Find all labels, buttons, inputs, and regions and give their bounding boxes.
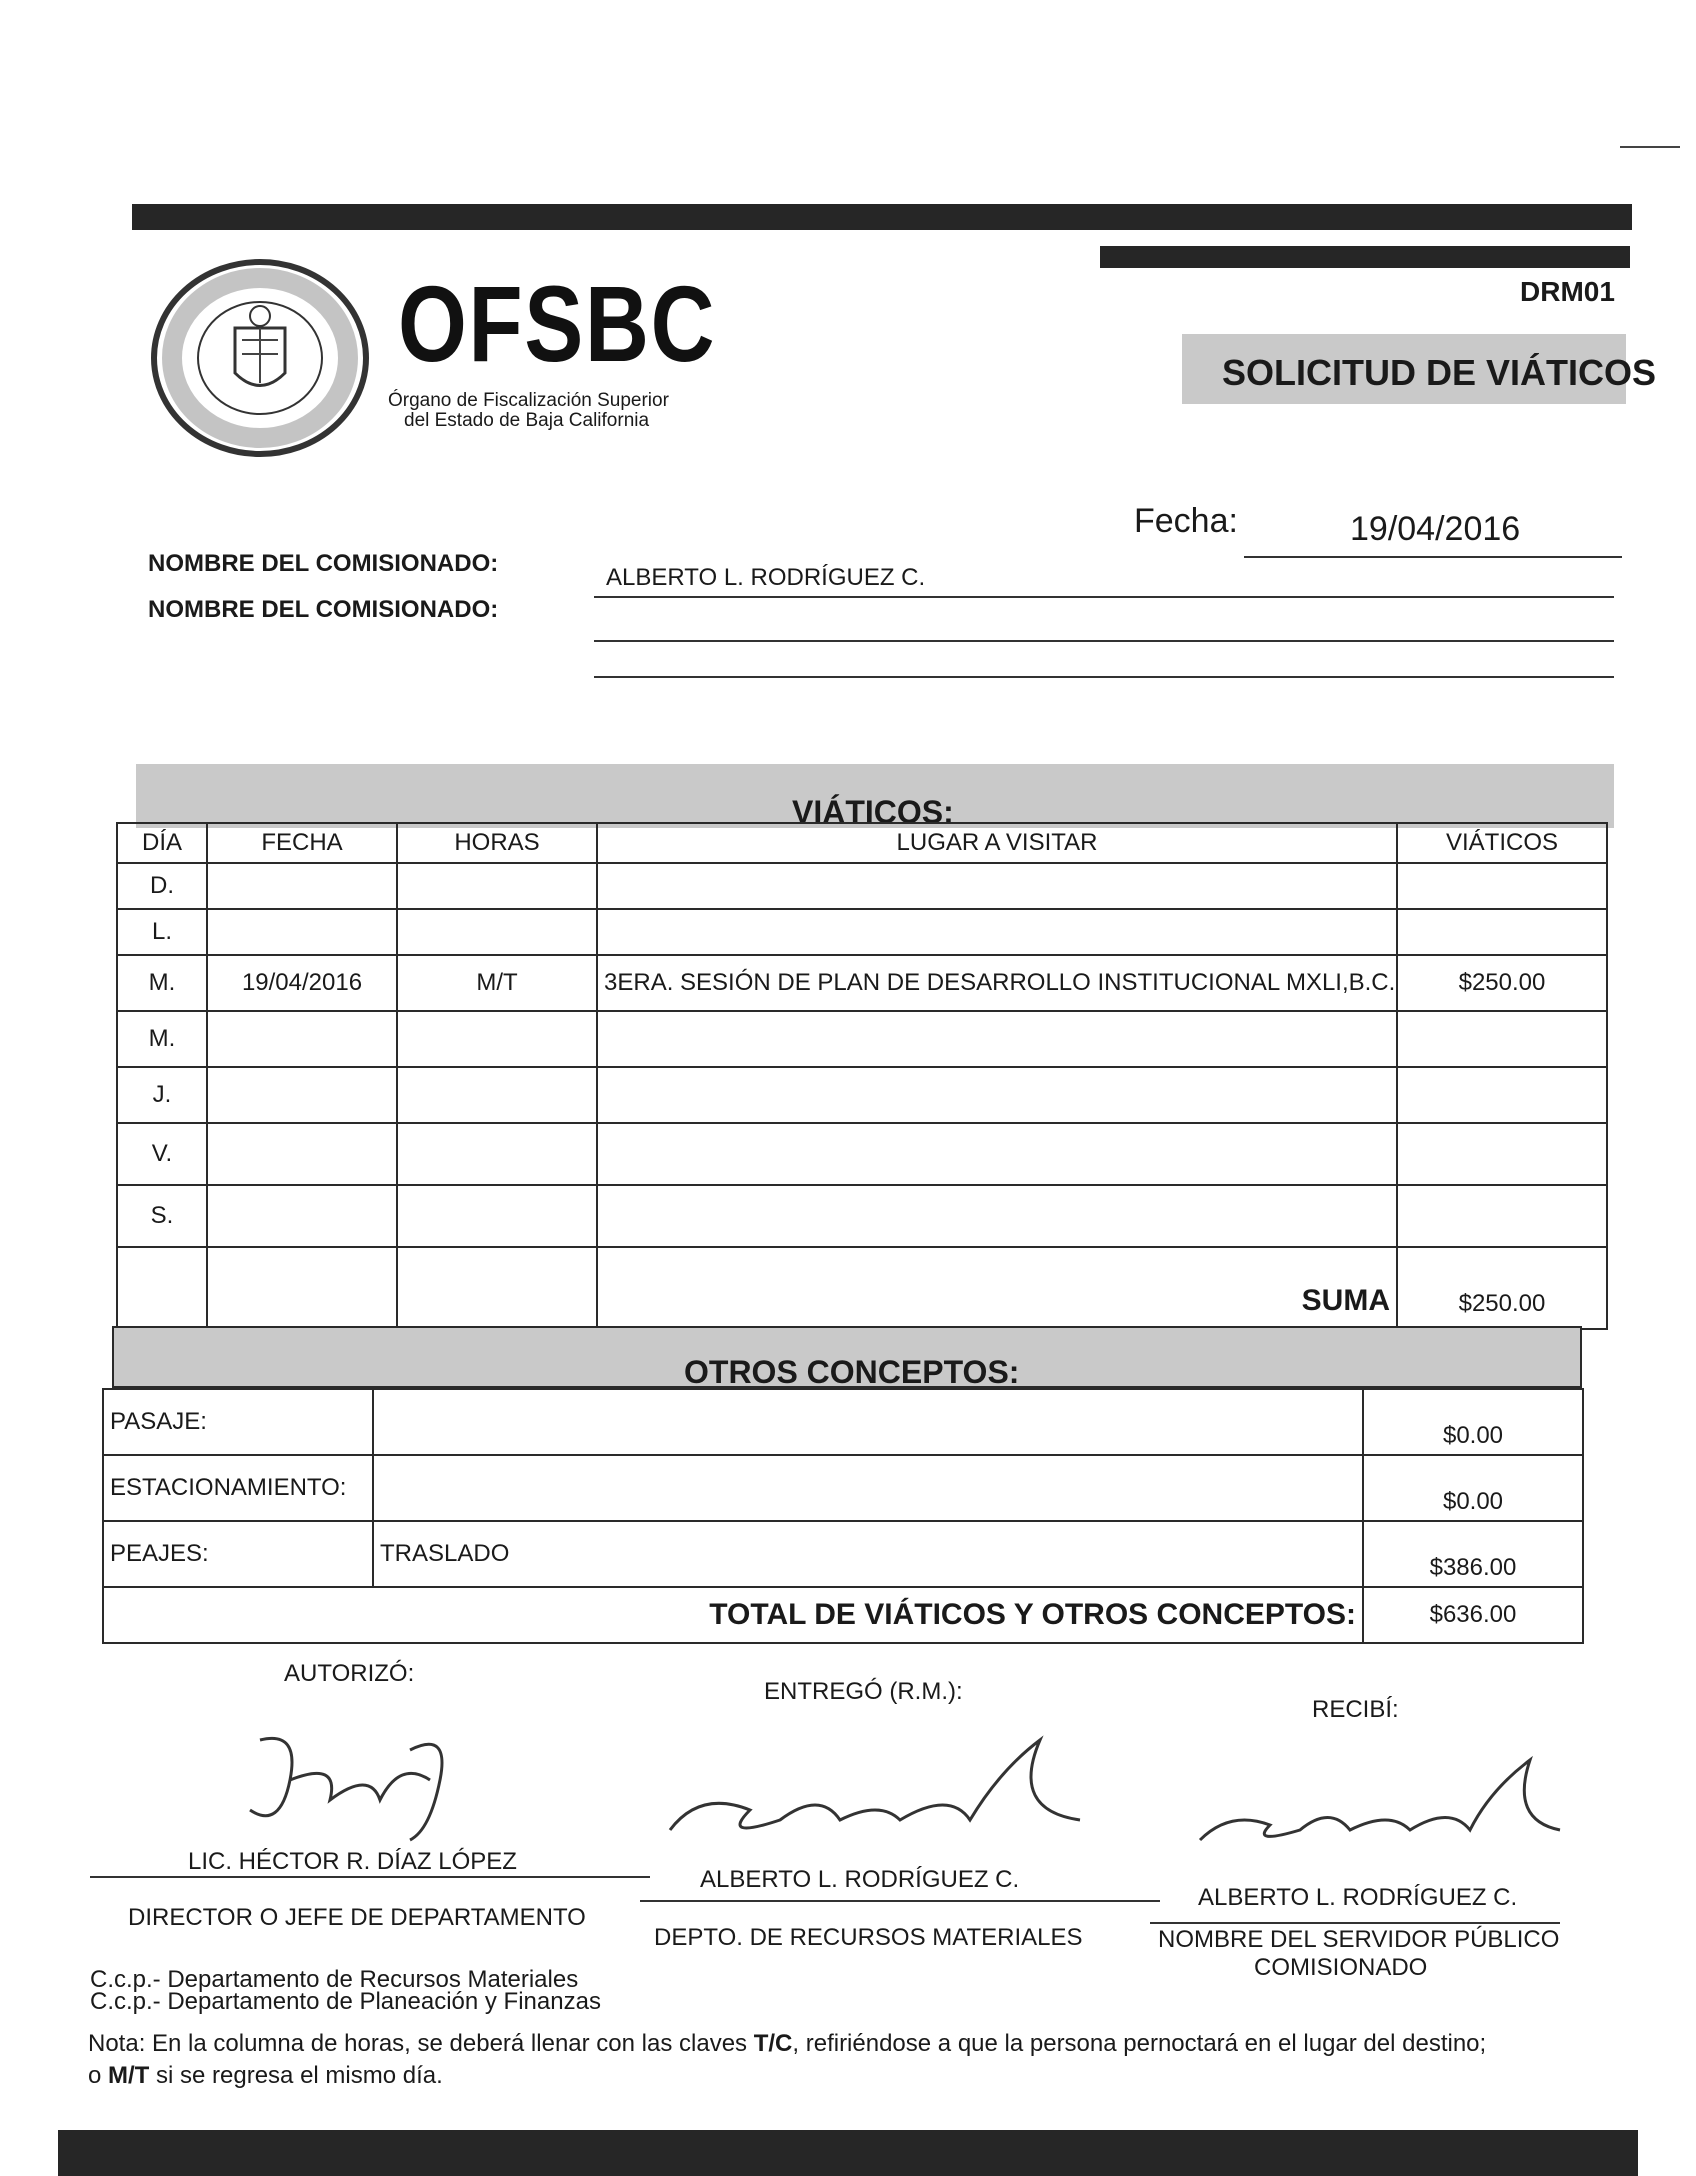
cell-horas: [397, 1123, 597, 1185]
cell-fecha: 19/04/2016: [207, 955, 397, 1011]
entrego-title: DEPTO. DE RECURSOS MATERIALES: [654, 1924, 1083, 1951]
bottom-bar: [58, 2130, 1638, 2176]
cell-monto: [1397, 1185, 1607, 1247]
table-row: [117, 1123, 1607, 1185]
otros-amount-estacionamiento: $0.00: [1363, 1455, 1583, 1521]
org-name-line1: Órgano de Fiscalización Superior: [388, 390, 669, 411]
table-row: [117, 1011, 1607, 1067]
col-lugar: LUGAR A VISITAR: [597, 823, 1397, 863]
top-bar-right: [1100, 246, 1630, 268]
cell-fecha: [207, 1185, 397, 1247]
total-label: TOTAL DE VIÁTICOS Y OTROS CONCEPTOS:: [103, 1587, 1363, 1643]
cell-monto: [1397, 909, 1607, 955]
commissioned-name-1: ALBERTO L. RODRÍGUEZ C.: [606, 564, 926, 591]
cell-horas: [397, 1067, 597, 1123]
otros-desc-estacionamiento: [373, 1455, 1363, 1521]
cell-fecha: [207, 1067, 397, 1123]
ccp-line2: C.c.p.- Departamento de Planeación y Finanzas: [90, 1988, 601, 2015]
viaticos-title: VIÁTICOS:: [792, 794, 954, 830]
suma-label: SUMA: [597, 1247, 1397, 1329]
cell-monto: [1397, 1123, 1607, 1185]
note-text-2: , refiriéndose a que la persona pernoctará en el lugar del destino;: [792, 2030, 1487, 2057]
date-value: 19/04/2016: [1350, 510, 1521, 548]
cell-fecha: [207, 909, 397, 955]
col-viaticos: VIÁTICOS: [1397, 823, 1607, 863]
date-line: [1244, 556, 1622, 558]
table-row: [117, 1185, 1607, 1247]
otros-desc-peajes: TRASLADO: [373, 1521, 1363, 1587]
table-row: [117, 909, 1607, 955]
org-acronym: OFSBC: [398, 263, 717, 384]
cell-horas: [397, 909, 597, 955]
otros-label-peajes: PEAJES:: [103, 1521, 373, 1587]
form-code: DRM01: [1520, 276, 1615, 307]
cell-horas: [397, 1011, 597, 1067]
commissioned-label-2: NOMBRE DEL COMISIONADO:: [148, 596, 499, 623]
autorizo-title: DIRECTOR O JEFE DE DEPARTAMENTO: [128, 1904, 586, 1931]
cell-monto: [1397, 863, 1607, 909]
note-code-tc: T/C: [753, 2030, 793, 2057]
entrego-signature: [660, 1730, 1100, 1860]
note-line2: [88, 2062, 443, 2090]
cell-dia: [117, 1247, 207, 1329]
recibi-name: ALBERTO L. RODRÍGUEZ C.: [1198, 1884, 1518, 1911]
cell-lugar: 3ERA. SESIÓN DE PLAN DE DESARROLLO INSTITUCIONAL MXLI,B.C.: [597, 955, 1397, 1011]
suma-value: $250.00: [1397, 1247, 1607, 1329]
note-line1: [88, 2030, 1486, 2058]
otros-label-pasaje: PASAJE:: [103, 1389, 373, 1455]
commissioned-line-1: [594, 596, 1614, 598]
table-row: [103, 1521, 1583, 1587]
otros-table: [102, 1388, 1584, 1644]
commissioned-line-2: [594, 640, 1614, 642]
otros-desc-pasaje: [373, 1389, 1363, 1455]
cell-lugar: [597, 909, 1397, 955]
note-text-4: si se regresa el mismo día.: [149, 2062, 443, 2089]
table-row: [117, 1067, 1607, 1123]
col-horas: HORAS: [397, 823, 597, 863]
table-row: [117, 1247, 1607, 1329]
cell-dia: M.: [117, 1011, 207, 1067]
cell-dia: V.: [117, 1123, 207, 1185]
total-value: $636.00: [1363, 1587, 1583, 1643]
cell-lugar: [597, 863, 1397, 909]
entrego-label: ENTREGÓ (R.M.):: [764, 1678, 963, 1705]
cell-dia: D.: [117, 863, 207, 909]
cell-dia: J.: [117, 1067, 207, 1123]
cell-monto: [1397, 1011, 1607, 1067]
note-text-3: o: [88, 2062, 109, 2089]
cell-fecha: [207, 1123, 397, 1185]
top-bar: [132, 204, 1632, 230]
cell-lugar: [597, 1067, 1397, 1123]
cell-monto: $250.00: [1397, 955, 1607, 1011]
corner-mark: [1620, 146, 1680, 148]
cell-fecha: [207, 863, 397, 909]
cell-horas: [397, 1185, 597, 1247]
cell-dia: M.: [117, 955, 207, 1011]
autorizo-name: LIC. HÉCTOR R. DÍAZ LÓPEZ: [188, 1848, 517, 1875]
cell-monto: [1397, 1067, 1607, 1123]
entrego-name: ALBERTO L. RODRÍGUEZ C.: [700, 1866, 1020, 1893]
table-row: [103, 1455, 1583, 1521]
cell-horas: [397, 1247, 597, 1329]
recibi-label: RECIBÍ:: [1312, 1696, 1399, 1723]
otros-title: OTROS CONCEPTOS:: [684, 1354, 1020, 1390]
org-name-line2: del Estado de Baja California: [404, 410, 650, 431]
seal-logo: [150, 258, 370, 458]
cell-fecha: [207, 1247, 397, 1329]
col-dia: DÍA: [117, 823, 207, 863]
col-fecha: FECHA: [207, 823, 397, 863]
viaticos-header-row: [117, 823, 1607, 863]
cell-horas: M/T: [397, 955, 597, 1011]
autorizo-signature: [230, 1720, 490, 1850]
recibi-title-line2: COMISIONADO: [1254, 1954, 1428, 1981]
table-row: [117, 955, 1607, 1011]
recibi-line: [1150, 1922, 1560, 1924]
table-row: [117, 863, 1607, 909]
cell-horas: [397, 863, 597, 909]
commissioned-label-1: NOMBRE DEL COMISIONADO:: [148, 550, 499, 577]
recibi-title-line1: NOMBRE DEL SERVIDOR PÚBLICO: [1158, 1926, 1560, 1953]
note-text-1: Nota: En la columna de horas, se deberá llenar con las claves: [88, 2030, 754, 2057]
cell-lugar: [597, 1185, 1397, 1247]
cell-lugar: [597, 1011, 1397, 1067]
otros-amount-peajes: $386.00: [1363, 1521, 1583, 1587]
note-code-mt: M/T: [108, 2062, 150, 2089]
viaticos-table: [116, 822, 1608, 1330]
entrego-line: [640, 1900, 1160, 1902]
cell-fecha: [207, 1011, 397, 1067]
ccp-line1: C.c.p.- Departamento de Recursos Materiales: [90, 1966, 579, 1993]
total-row: [103, 1587, 1583, 1643]
autorizo-line: [90, 1876, 650, 1878]
otros-label-estacionamiento: ESTACIONAMIENTO:: [103, 1455, 373, 1521]
date-label: Fecha:: [1134, 502, 1238, 540]
table-row: [103, 1389, 1583, 1455]
autorizo-label: AUTORIZÓ:: [284, 1660, 415, 1687]
commissioned-line-3: [594, 676, 1614, 678]
recibi-signature: [1190, 1750, 1570, 1860]
cell-lugar: [597, 1123, 1397, 1185]
form-title: SOLICITUD DE VIÁTICOS: [1222, 352, 1657, 393]
cell-dia: S.: [117, 1185, 207, 1247]
otros-amount-pasaje: $0.00: [1363, 1389, 1583, 1455]
cell-dia: L.: [117, 909, 207, 955]
